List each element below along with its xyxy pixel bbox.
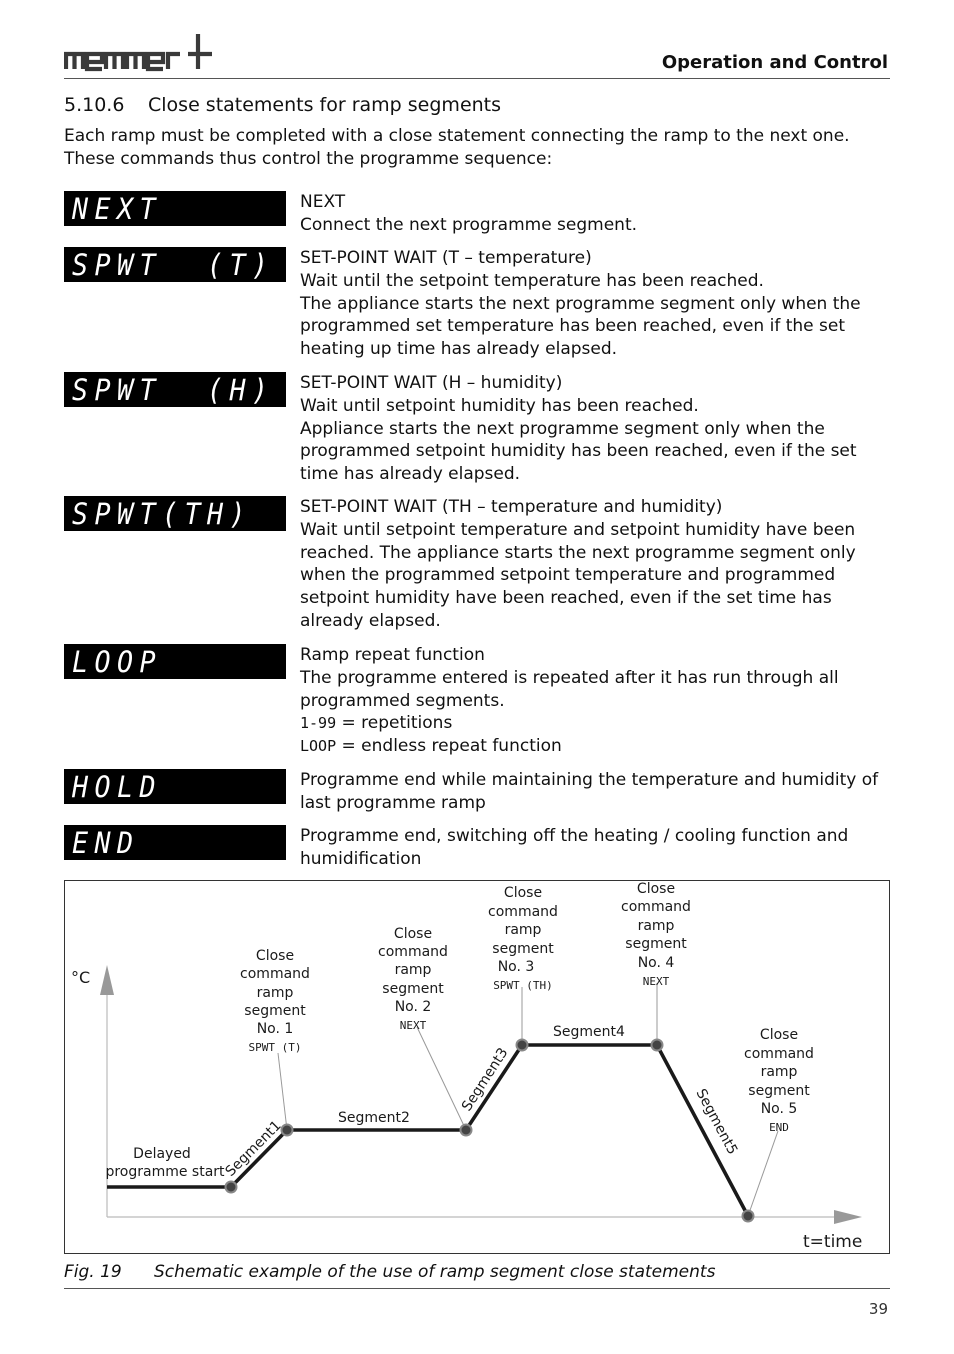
close-label-line: ramp xyxy=(394,962,432,978)
lcd-display xyxy=(64,496,286,531)
close-code: SPWT (TH) xyxy=(493,979,553,992)
close-label-line: segment xyxy=(625,936,687,952)
close-label-line: ramp xyxy=(504,922,542,938)
figure-caption-text: Schematic example of the use of ramp segment close statements xyxy=(154,1262,716,1282)
close-command-4 xyxy=(621,881,691,988)
command-description xyxy=(300,372,890,486)
close-code: END xyxy=(769,1121,789,1134)
code-description: = endless repeat function xyxy=(336,736,562,757)
memmert-logo xyxy=(64,32,216,72)
ramp-node xyxy=(743,1211,754,1222)
section-heading xyxy=(64,94,501,116)
endless-line xyxy=(300,735,890,758)
repetitions-line xyxy=(300,712,890,735)
description-line: The appliance starts the next programme segment only when the programmed set temperature has been reached, even if the set heating up time has already elapsed. xyxy=(300,293,861,360)
close-command-5 xyxy=(744,1027,814,1134)
lcd-display xyxy=(64,769,286,804)
command-description xyxy=(300,247,890,361)
command-description xyxy=(300,496,890,633)
code-text: LOOP xyxy=(300,737,337,756)
leader-line xyxy=(278,1053,287,1130)
description-line: SET-POINT WAIT (H – humidity) xyxy=(300,373,563,393)
segment-label: Segment2 xyxy=(338,1110,410,1126)
lcd-text: HOLD xyxy=(72,769,163,804)
close-label-line: command xyxy=(744,1046,814,1062)
close-label-line: No. 3 xyxy=(497,959,535,975)
segment-label: Segment3 xyxy=(458,1045,512,1115)
lcd-text: SPWT(TH) xyxy=(72,496,253,531)
x-axis-label: t=time xyxy=(803,1232,863,1252)
description-line: Ramp repeat function xyxy=(300,645,485,665)
close-label-line: command xyxy=(621,899,691,915)
close-label-line: Close xyxy=(255,948,295,964)
lcd-text: NEXT xyxy=(72,191,163,226)
lcd-display xyxy=(64,191,286,226)
segment-label: Segment5 xyxy=(692,1086,741,1158)
lcd-text: LOOP xyxy=(72,644,163,679)
close-label-line: Close xyxy=(759,1027,799,1043)
close-label-line: command xyxy=(378,944,448,960)
description-line: Wait until setpoint humidity has been reached. xyxy=(300,395,699,416)
ramp-profile-line xyxy=(107,1045,748,1216)
leader-line xyxy=(417,1027,466,1130)
close-code: NEXT xyxy=(399,1019,427,1032)
close-command-1 xyxy=(240,948,310,1054)
close-label-line: command xyxy=(240,966,310,982)
lcd-display xyxy=(64,372,286,407)
lcd-text: SPWT (T) xyxy=(72,247,275,282)
close-label-line: Close xyxy=(503,885,543,901)
description-line: Wait until the setpoint temperature has been reached. xyxy=(300,270,764,291)
segment-label: Segment1 xyxy=(222,1117,285,1180)
close-label-line: No. 2 xyxy=(394,999,432,1015)
close-command-3 xyxy=(488,885,558,992)
figure-number: Fig. 19 xyxy=(64,1262,122,1282)
close-label-line: Close xyxy=(393,926,433,942)
ramp-node xyxy=(652,1040,663,1051)
close-label-line: segment xyxy=(382,981,444,997)
ramp-node xyxy=(461,1125,472,1136)
description-line: Appliance starts the next programme segment only when the programmed setpoint humidity has been reached, even if the set time has already elapsed. xyxy=(300,418,857,485)
section-number: 5.10.6 xyxy=(64,94,125,116)
y-axis-arrow-icon xyxy=(100,965,114,995)
close-label-line: segment xyxy=(748,1083,810,1099)
page-number: 39 xyxy=(868,1300,888,1318)
figure-caption xyxy=(64,1262,715,1282)
code-description: = repetitions xyxy=(336,713,453,734)
command-description xyxy=(300,644,890,758)
header-title: Operation and Control xyxy=(661,52,888,73)
intro-paragraph: Each ramp must be completed with a close statement connecting the ramp to the next one. These commands thus control the programme sequence: xyxy=(64,126,850,169)
lcd-display xyxy=(64,825,286,860)
lcd-text: SPWT (H) xyxy=(72,372,275,407)
close-label-line: segment xyxy=(492,941,554,957)
start-label: programme start xyxy=(105,1164,225,1180)
close-label-line: Close xyxy=(636,881,676,897)
description-line: SET-POINT WAIT (TH – temperature and humidity) xyxy=(300,497,723,517)
ramp-diagram-svg xyxy=(65,881,891,1255)
command-description xyxy=(300,769,890,815)
close-label-line: ramp xyxy=(760,1064,798,1080)
description-line: The programme entered is repeated after it has run through all programmed segments. xyxy=(300,667,839,711)
close-label-line: No. 5 xyxy=(760,1101,798,1117)
lcd-text: END xyxy=(72,825,140,860)
close-label-line: No. 1 xyxy=(256,1021,294,1037)
description-line: Programme end while maintaining the temperature and humidity of last programme ramp xyxy=(300,770,879,813)
y-axis-label: °C xyxy=(71,968,91,987)
close-command-2 xyxy=(378,926,448,1032)
close-label-line: segment xyxy=(244,1003,306,1019)
footer-divider xyxy=(64,1288,890,1289)
lcd-display xyxy=(64,247,286,282)
command-description xyxy=(300,825,890,871)
segment-label: Segment4 xyxy=(553,1024,625,1040)
header-divider xyxy=(64,78,890,79)
ramp-diagram xyxy=(64,880,890,1254)
command-description xyxy=(300,191,890,237)
ramp-node xyxy=(226,1182,237,1193)
description-line: NEXT xyxy=(300,192,346,212)
ramp-node xyxy=(517,1040,528,1051)
close-label-line: No. 4 xyxy=(637,955,675,971)
lcd-display xyxy=(64,644,286,679)
x-axis-arrow-icon xyxy=(834,1210,862,1224)
close-label-line: ramp xyxy=(637,918,675,934)
close-label-line: ramp xyxy=(256,985,294,1001)
code-text: 1-99 xyxy=(300,714,337,733)
description-line: Connect the next programme segment. xyxy=(300,214,638,235)
section-title: Close statements for ramp segments xyxy=(148,94,502,116)
description-line: Wait until setpoint temperature and setpoint humidity have been reached. The appliance starts the next programme segment only when the programmed setpoint temperature and programmed setpoint humidity have been reached, even if the set time has already elapsed. xyxy=(300,519,856,631)
description-line: Programme end, switching off the heating / cooling function and humidification xyxy=(300,826,849,869)
leader-line xyxy=(748,1131,778,1216)
close-label-line: command xyxy=(488,904,558,920)
close-code: SPWT (T) xyxy=(248,1041,302,1054)
close-code: NEXT xyxy=(642,975,670,988)
description-line: SET-POINT WAIT (T – temperature) xyxy=(300,248,592,268)
start-label: Delayed xyxy=(133,1146,191,1162)
